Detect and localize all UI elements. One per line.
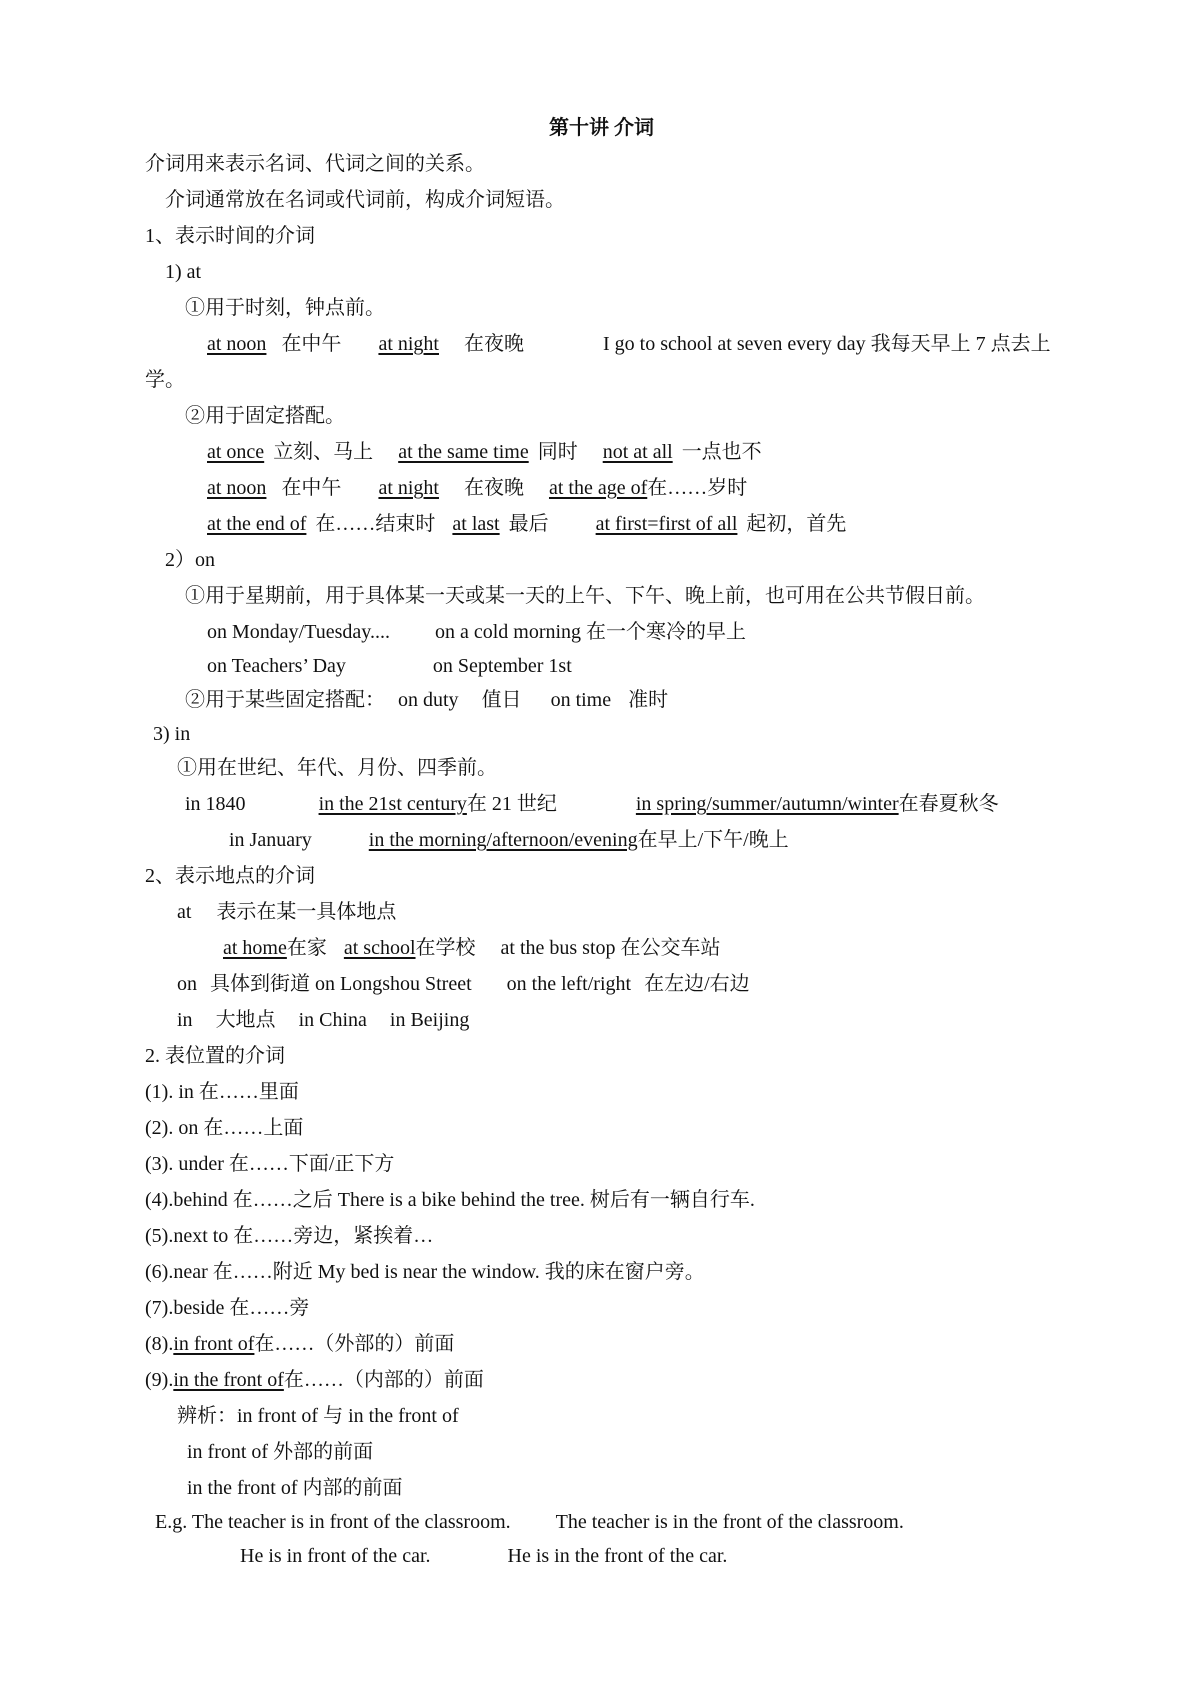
gloss: 在早上/下午/晚上 (637, 829, 789, 851)
preposition: at (177, 901, 192, 923)
section-time-heading: 1、表示时间的介词 (145, 225, 315, 247)
page-title: 第十讲 介词 (549, 117, 654, 139)
place-at-line (177, 898, 396, 926)
gloss: 准时 (628, 689, 669, 711)
example: on Teachers’ Day (207, 655, 346, 677)
description: 具体到街道 on Longshou Street (210, 973, 472, 995)
phrase: at the age of (548, 477, 648, 499)
gloss: 立刻、马上 (273, 441, 374, 463)
at-usage-2: ②用于固定搭配。 (185, 405, 345, 427)
phrase: in front of (173, 1333, 255, 1355)
gloss: 在……岁时 (647, 477, 748, 499)
gloss: 在……（外部的）前面 (254, 1333, 455, 1355)
item-number: (9). (145, 1369, 174, 1391)
at-usage-1: ①用于时刻，钟点前。 (185, 297, 385, 319)
example-sentence: I go to school at seven every day 我每天早上 7 点去上 (602, 333, 1051, 355)
example-sentence: He is in the front of the car. (507, 1545, 728, 1567)
definition-in-the-front-of: in the front of 内部的前面 (187, 1477, 403, 1499)
in-usage-1: ①用在世纪、年代、月份、四季前。 (177, 757, 497, 779)
on-usage-2 (185, 686, 668, 714)
phrase: at the end of (207, 513, 307, 535)
position-item-7: (7).beside 在……旁 (145, 1297, 310, 1319)
example: on September 1st (432, 655, 572, 677)
example-sentence: E.g. The teacher is in front of the classroom. (155, 1511, 511, 1533)
place-on-line (177, 970, 750, 998)
gloss: 同时 (537, 441, 578, 463)
position-item-5: (5).next to 在……旁边，紧挨着… (145, 1225, 434, 1247)
example: in January (229, 829, 312, 851)
phrase: in the front of (173, 1369, 284, 1391)
gloss: 在夜晚 (463, 333, 524, 355)
gloss: 在……（内部的）前面 (283, 1369, 484, 1391)
position-item-3: (3). under 在……下面/正下方 (145, 1153, 395, 1175)
example-line-2 (240, 1542, 727, 1570)
intro-line-1: 介词用来表示名词、代词之间的关系。 (145, 153, 485, 175)
phrase: in the 21st century (318, 793, 467, 815)
phrase: at home (223, 937, 287, 959)
on-usage-1: ①用于星期前，用于具体某一天或某一天的上午、下午、晚上前，也可用在公共节假日前。 (185, 585, 985, 607)
example: on Monday/Tuesday.... (207, 621, 390, 643)
gloss: 在夜晚 (463, 477, 524, 499)
position-item-1: (1). in 在……里面 (145, 1081, 299, 1103)
place-in-line (177, 1006, 469, 1034)
gloss: 在中午 (281, 333, 342, 355)
example: on the left/right (506, 973, 632, 995)
fixed-phrase-row-1 (207, 438, 762, 466)
example-sentence: The teacher is in the front of the classroom. (555, 1511, 904, 1533)
gloss: 值日 (481, 689, 522, 711)
comparison-heading: 辨析：in front of 与 in the front of (177, 1405, 459, 1427)
phrase: at last (452, 513, 500, 535)
in-example-line-1 (185, 790, 999, 818)
phrase: at the same time (398, 441, 529, 463)
at-example-line (207, 330, 1051, 358)
fixed-phrase-row-2 (207, 474, 747, 502)
example: in China (298, 1009, 367, 1031)
item-number: (8). (145, 1333, 174, 1355)
description: 大地点 (215, 1009, 276, 1031)
position-item-8 (145, 1330, 454, 1358)
phrase: at first=first of all (595, 513, 738, 535)
phrase: at once (207, 441, 265, 463)
gloss: 一点也不 (681, 441, 762, 463)
definition-in-front-of: in front of 外部的前面 (187, 1441, 374, 1463)
gloss: 在春夏秋冬 (898, 793, 999, 815)
section-place-heading: 2、表示地点的介词 (145, 865, 315, 887)
phrase: at school (343, 937, 416, 959)
position-item-6: (6).near 在……附近 My bed is near the window. 我的床在窗户旁。 (145, 1261, 705, 1283)
subsection-in-label: 3) in (153, 723, 191, 745)
position-item-9 (145, 1366, 484, 1394)
example: on a cold morning 在一个寒冷的早上 (434, 621, 747, 643)
example-sentence-continued: 学。 (145, 369, 185, 391)
subsection-at-label: 1) at (165, 261, 202, 283)
phrase-at-noon: at noon (207, 333, 267, 355)
intro-line-2: 介词通常放在名词或代词前，构成介词短语。 (165, 189, 565, 211)
phrase: on time (550, 689, 612, 711)
on-example-line-2 (207, 652, 572, 680)
subsection-on-label: 2）on (165, 549, 215, 571)
place-at-examples (223, 934, 721, 962)
gloss: 在……结束时 (315, 513, 436, 535)
phrase: at night (378, 477, 439, 499)
usage-text: ②用于某些固定搭配： (185, 689, 385, 711)
position-item-2: (2). on 在……上面 (145, 1117, 304, 1139)
gloss: 起初，首先 (746, 513, 847, 535)
fixed-phrase-row-3 (207, 510, 846, 538)
example-line-1 (155, 1508, 904, 1536)
example-sentence: He is in front of the car. (240, 1545, 431, 1567)
phrase: in the morning/afternoon/evening (368, 829, 638, 851)
phrase: at noon (207, 477, 267, 499)
in-example-line-2 (229, 826, 789, 854)
position-item-4: (4).behind 在……之后 There is a bike behind the tree. 树后有一辆自行车. (145, 1189, 755, 1211)
phrase: not at all (602, 441, 673, 463)
gloss: 在 21 世纪 (466, 793, 557, 815)
gloss: 在左边/右边 (644, 973, 750, 995)
description: 表示在某一具体地点 (216, 901, 397, 923)
phrase: on duty (398, 689, 459, 711)
gloss: 最后 (508, 513, 549, 535)
on-example-line-1 (207, 618, 746, 646)
gloss: 在中午 (281, 477, 342, 499)
preposition: on (177, 973, 197, 995)
phrase: in spring/summer/autumn/winter (635, 793, 899, 815)
gloss: 在家 (286, 937, 327, 959)
preposition: in (177, 1009, 193, 1031)
example: in 1840 (185, 793, 246, 815)
phrase-at-night: at night (378, 333, 439, 355)
example: in Beijing (389, 1009, 470, 1031)
example: at the bus stop 在公交车站 (500, 937, 721, 959)
section-position-heading: 2. 表位置的介词 (145, 1045, 285, 1067)
gloss: 在学校 (415, 937, 476, 959)
